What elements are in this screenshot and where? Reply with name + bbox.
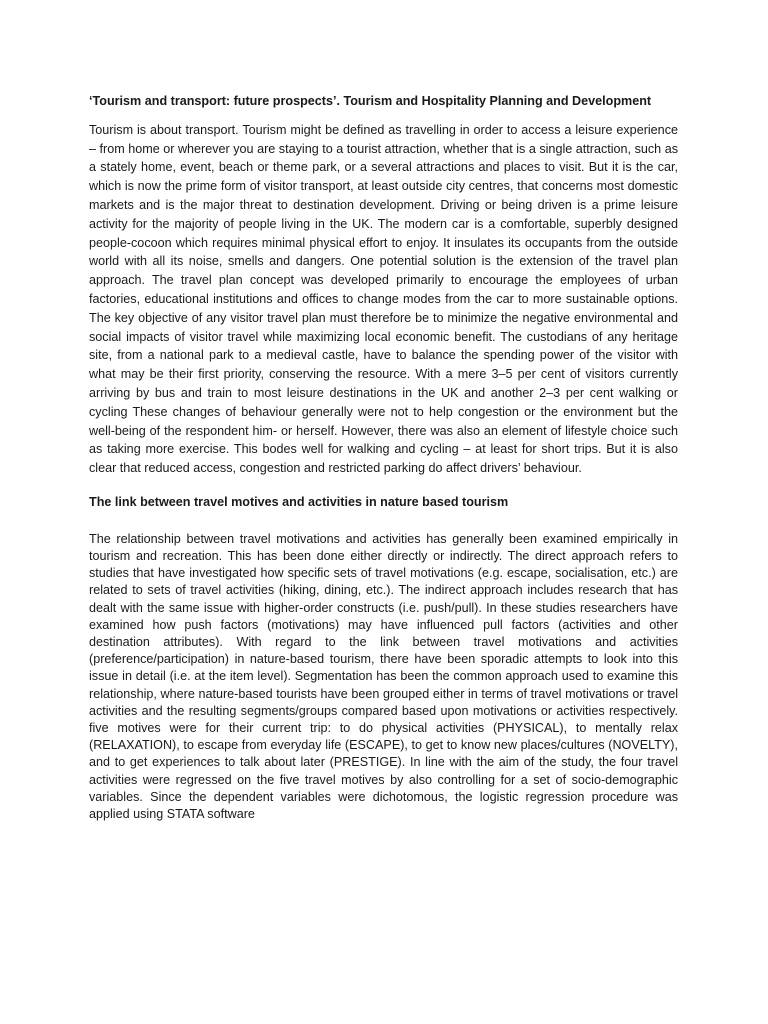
section-body-travel-motives: The relationship between travel motivations and activities has generally been examined empirically in tourism and recreation. This has been done either directly or indirectly. The direct approach refers to studies that have investigated how specific sets of travel motivations (e.g. escape, socialisation, etc.) are related to sets of travel activities (hiking, dining, etc.). The indirect approach includes research that has dealt with the same issue with higher-order constructs (i.e. push/pull). In these studies researchers have examined how push factors (motivations) may have influenced pull factors (activities and other destination attributes). With regard to the link between travel motivations and activities (preference/participation) in nature-based tourism, there have been sporadic attempts to look into this issue in detail (i.e. at the item level). Segmentation has been the common approach used to examine this relationship, where nature-based tourists have been grouped either in terms of travel motivations or travel activities and the resulting segments/groups compared based upon motivations or activities respectively. five motives were for their current trip: to do physical activities (PHYSICAL), to mentally relax (RELAXATION), to escape from everyday life (ESCAPE), to get to know new places/cultures (NOVELTY), and to get experiences to talk about later (PRESTIGE). In line with the aim of the study, the four travel activities were regressed on the five travel motives by also controlling for a set of socio-demographic variables. Since the dependent variables were dichotomous, the logistic regression procedure was applied using STATA software — [89, 531, 678, 821]
section-body-tourism-transport: Tourism is about transport. Tourism might be defined as travelling in order to access a leisure experience – from home or wherever you are staying to a tourist attraction, whether that is a single attraction, such as a stately home, event, beach or theme park, or a several attractions and places to visit. But it is the car, which is now the prime form of visitor transport, at least outside city centres, that concerns most domestic markets and is the major threat to destination development. Driving or being driven is a prime leisure activity for the majority of people living in the UK. The modern car is a comfortable, superbly designed people-cocoon which requires minimal physical effort to enjoy. It insulates its occupants from the outside world with all its noise, smells and dangers. One potential solution is the extension of the travel plan approach. The travel plan concept was developed primarily to encourage the employees of urban factories, educational institutions and offices to change modes from the car to more sustainable options. The key objective of any visitor travel plan must therefore be to minimize the negative environmental and social impacts of visitor travel while maximizing local economic benefit. The custodians of any heritage site, from a national park to a medieval castle, have to balance the spending power of the visitor with what may be their first priority, conserving the resource. With a mere 3–5 per cent of visitors currently arriving by bus and train to most leisure destinations in the UK and another 2–3 per cent walking or cycling These changes of behaviour generally were not to help congestion or the environment but the well-being of the respondent him- or herself. However, there was also an element of lifestyle choice such as taking more exercise. This bodes well for walking and cycling – at least for short trips. But it is also clear that reduced access, congestion and restricted parking do affect drivers’ behaviour. — [89, 122, 678, 476]
section-heading-tourism-transport: ‘Tourism and transport: future prospects’. Tourism and Hospitality Planning and Development — [89, 94, 652, 108]
document-content — [89, 92, 678, 823]
section-heading-travel-motives: The link between travel motives and activities in nature based tourism — [89, 494, 509, 509]
